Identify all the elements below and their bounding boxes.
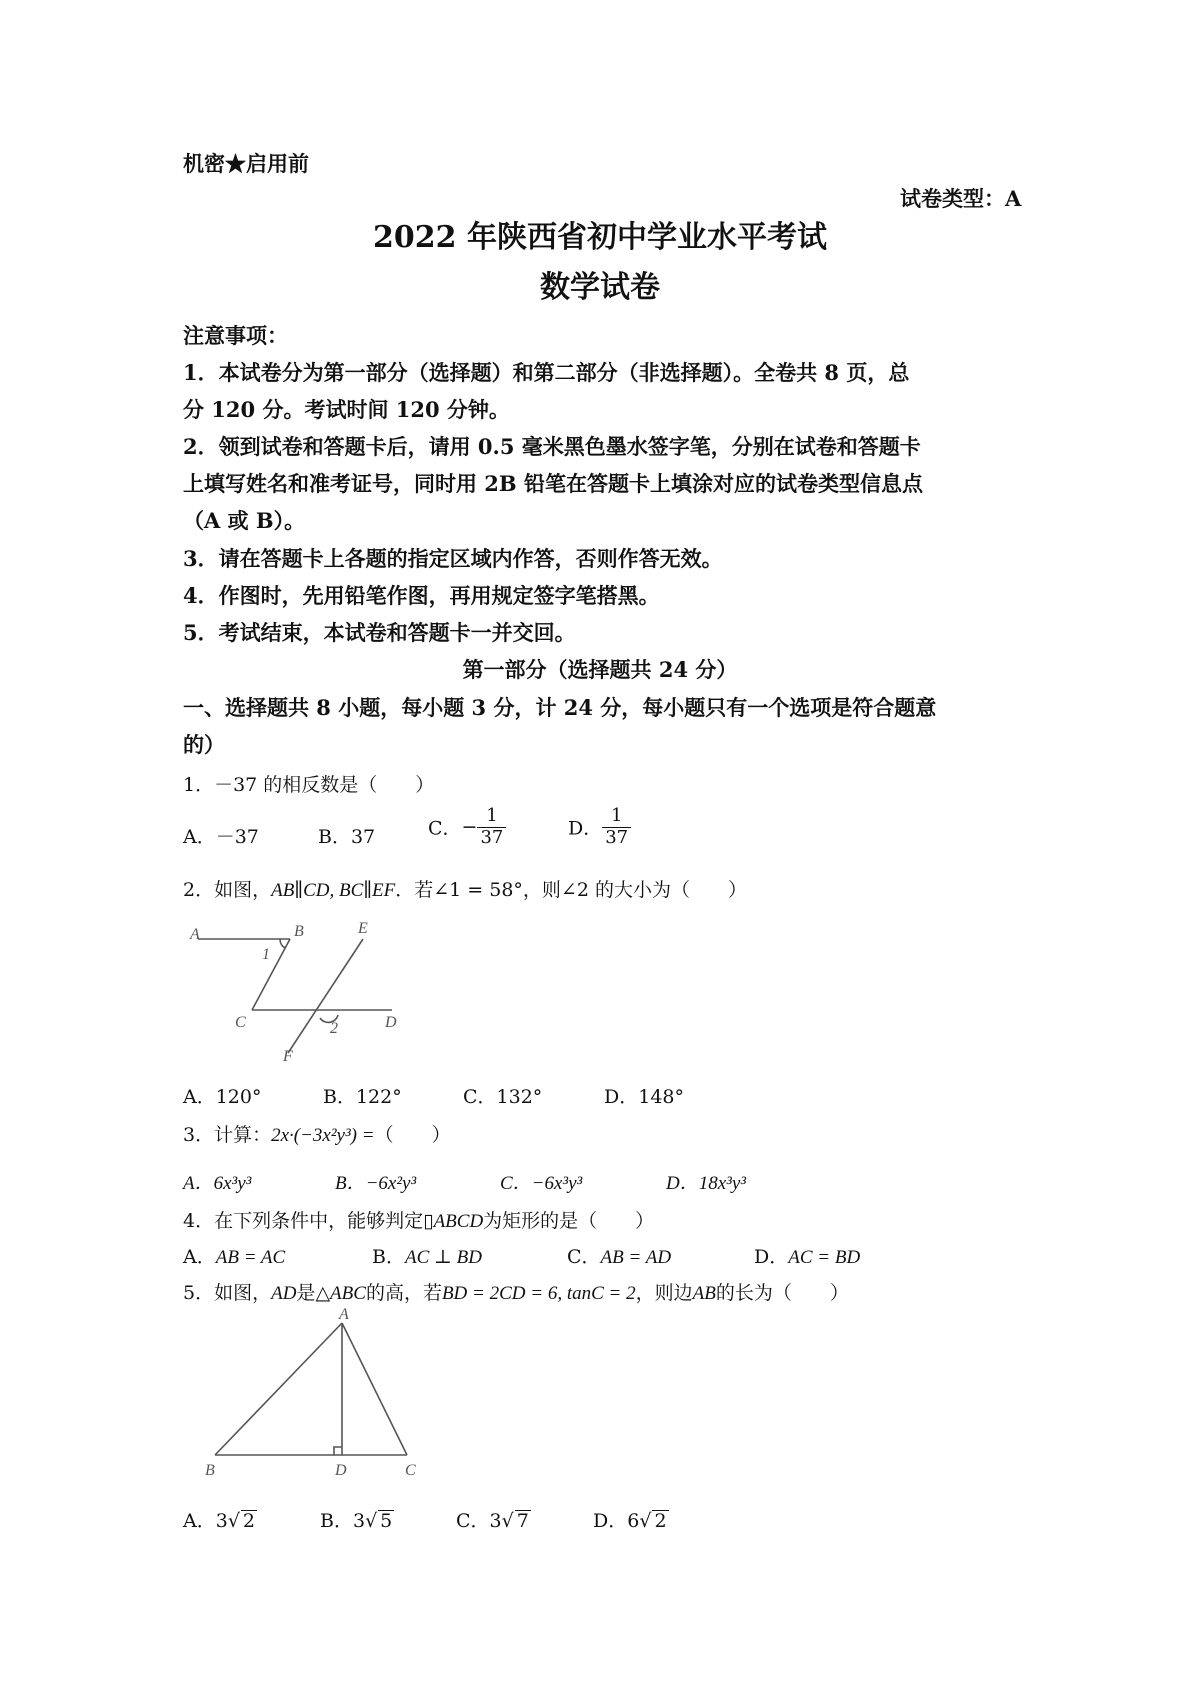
q4-stem-figure: ABCD	[433, 1211, 484, 1232]
right-angle-mark	[334, 1447, 342, 1455]
radicand: 2	[654, 1510, 667, 1532]
q5-stem-prefix: 5．如图，	[183, 1282, 272, 1304]
q5-option-b	[320, 1506, 394, 1533]
label-b: B	[294, 923, 304, 940]
q5-option-c	[456, 1506, 531, 1533]
q5-option-b-label: B．3	[320, 1510, 366, 1532]
radical-sign: √	[365, 1510, 378, 1532]
confidential-mark: 机密★启用前	[183, 151, 309, 176]
q1-option-c	[428, 806, 506, 848]
q2-option-a: A．120°	[183, 1086, 262, 1108]
q4-option-d-label: D．	[754, 1246, 789, 1268]
q5-stem-is: 是	[296, 1282, 316, 1304]
q1-option-c-label: C．	[428, 817, 462, 840]
paper-type: 试卷类型：A	[900, 186, 1022, 211]
label-f: F	[283, 1048, 293, 1065]
q4-option-b-text: AC ⊥ BD	[404, 1247, 482, 1268]
question-4-stem	[183, 1206, 654, 1233]
radicand: 2	[242, 1510, 256, 1532]
question-3-stem	[183, 1120, 451, 1147]
q3-option-c: C．−6x³y³	[500, 1173, 583, 1194]
q5-stem-then: ，则边	[635, 1282, 693, 1304]
q5-triangle-figure	[195, 1305, 435, 1480]
q1-option-d-label: D．	[568, 817, 603, 840]
q5-stem-triangle: △ABC	[315, 1283, 366, 1304]
notes-item: 5．考试结束，本试卷和答题卡一并交回。	[183, 620, 576, 645]
q5-stem-suffix: 的长为（ ）	[715, 1282, 849, 1304]
q1-option-b: B．37	[318, 826, 376, 848]
line-bc	[252, 939, 290, 1010]
q5-stem-ab: AB	[692, 1283, 716, 1304]
fraction-numerator: 1	[602, 806, 631, 828]
radical-sign: √	[639, 1510, 652, 1532]
notes-item: 3．请在答题卡上各题的指定区域内作答，否则作答无效。	[183, 546, 723, 571]
line-ef	[288, 939, 363, 1053]
q4-option-a	[183, 1242, 285, 1269]
side-ab	[215, 1323, 342, 1455]
label-angle-2: 2	[330, 1020, 338, 1037]
label-d: D	[385, 1014, 397, 1031]
label-angle-1: 1	[262, 946, 270, 963]
section-instructions: 一、选择题共 8 小题，每小题 3 分，计 24 分，每小题只有一个选项是符合题意	[183, 695, 937, 720]
question-1-stem: 1．－37 的相反数是（ ）	[183, 774, 435, 796]
q4-option-a-text: AB = AC	[215, 1247, 286, 1268]
q3-option-a: A．6x³y³	[183, 1173, 252, 1194]
label-d: D	[335, 1462, 347, 1479]
q4-option-c-label: C．	[567, 1246, 601, 1268]
fraction-numerator: 1	[477, 806, 506, 828]
q1-option-c-sign: −	[461, 816, 478, 839]
q1-option-d-fraction	[602, 806, 631, 848]
q5-stem-ad: AD	[271, 1283, 297, 1304]
notes-item: 分 120 分。考试时间 120 分钟。	[183, 397, 510, 422]
label-a: A	[190, 926, 200, 943]
q4-option-c-text: AB = AD	[600, 1247, 672, 1268]
q5-option-d	[593, 1506, 669, 1533]
exam-subtitle: 数学试卷	[540, 270, 660, 305]
notes-item: （A 或 B）。	[183, 508, 306, 533]
question-5-stem	[183, 1278, 849, 1305]
q1-option-a: A．－37	[183, 826, 259, 848]
q4-stem-prefix: 4．在下列条件中，能够判定	[183, 1210, 424, 1232]
q5-option-c-label: C．3	[456, 1510, 502, 1532]
q4-option-d	[754, 1242, 860, 1269]
q4-option-b	[372, 1242, 482, 1269]
q4-option-a-label: A．	[183, 1246, 216, 1268]
fraction-denominator: 37	[605, 826, 629, 848]
q2-parallel-lines-figure	[180, 915, 420, 1065]
notes-item: 上填写姓名和准考证号，同时用 2B 铅笔在答题卡上填涂对应的试卷类型信息点	[183, 471, 923, 496]
notes-heading: 注意事项：	[183, 323, 288, 348]
notes-item: 1．本试卷分为第一部分（选择题）和第二部分（非选择题）。全卷共 8 页，总	[183, 360, 910, 385]
q4-option-c	[567, 1242, 671, 1269]
exam-title: 2022 年陕西省初中学业水平考试	[373, 220, 827, 255]
radical-sign: √	[501, 1510, 514, 1532]
fraction-denominator: 37	[480, 826, 504, 848]
label-c: C	[235, 1014, 246, 1031]
q2-option-c: C．132°	[463, 1086, 543, 1108]
q4-stem-suffix: 为矩形的是（ ）	[483, 1210, 655, 1232]
label-c: C	[405, 1462, 416, 1479]
notes-item: 4．作图时，先用铅笔作图，再用规定签字笔搭黑。	[183, 583, 660, 608]
q5-option-a	[183, 1506, 257, 1533]
q1-option-d	[568, 806, 631, 848]
side-ac	[342, 1323, 407, 1455]
q2-option-b: B．122°	[323, 1086, 402, 1108]
q2-stem-condition: AB∥CD, BC∥EF	[271, 880, 396, 901]
q5-option-a-label: A．3	[183, 1510, 228, 1532]
q5-stem-condition: BD = 2CD = 6, tanC = 2	[441, 1283, 636, 1304]
q5-option-d-label: D．6	[593, 1510, 640, 1532]
label-a: A	[339, 1306, 349, 1323]
q2-option-d: D．148°	[604, 1086, 684, 1108]
q4-option-d-text: AC = BD	[788, 1247, 861, 1268]
angle-1-arc	[280, 939, 285, 948]
parallelogram-icon: ▯	[423, 1210, 434, 1232]
q3-stem-prefix: 3．计算：	[183, 1124, 272, 1146]
notes-item: 2．领到试卷和答题卡后，请用 0.5 毫米黑色墨水签字笔，分别在试卷和答题卡	[183, 434, 921, 459]
q3-option-d: D．18x³y³	[666, 1173, 746, 1194]
q4-option-b-label: B．	[372, 1246, 405, 1268]
label-b: B	[205, 1462, 215, 1479]
section-instructions-cont: 的）	[183, 732, 225, 757]
part1-heading: 第一部分（选择题共 24 分）	[462, 657, 738, 682]
label-e: E	[358, 920, 368, 937]
q3-stem-suffix: （ ）	[374, 1124, 451, 1146]
question-2-stem	[183, 875, 747, 902]
radicand: 5	[380, 1510, 393, 1532]
radical-sign: √	[227, 1510, 240, 1532]
q5-stem-height: 的高，若	[365, 1282, 442, 1304]
q1-option-c-fraction	[477, 806, 506, 848]
q2-stem-prefix: 2．如图，	[183, 879, 272, 901]
q3-stem-expression: 2x·(−3x²y³) =	[271, 1125, 375, 1146]
q2-stem-question: ．若∠1 = 58°，则∠2 的大小为（ ）	[395, 879, 747, 901]
radicand: 7	[516, 1510, 529, 1532]
q3-option-b: B．−6x²y³	[335, 1173, 417, 1194]
